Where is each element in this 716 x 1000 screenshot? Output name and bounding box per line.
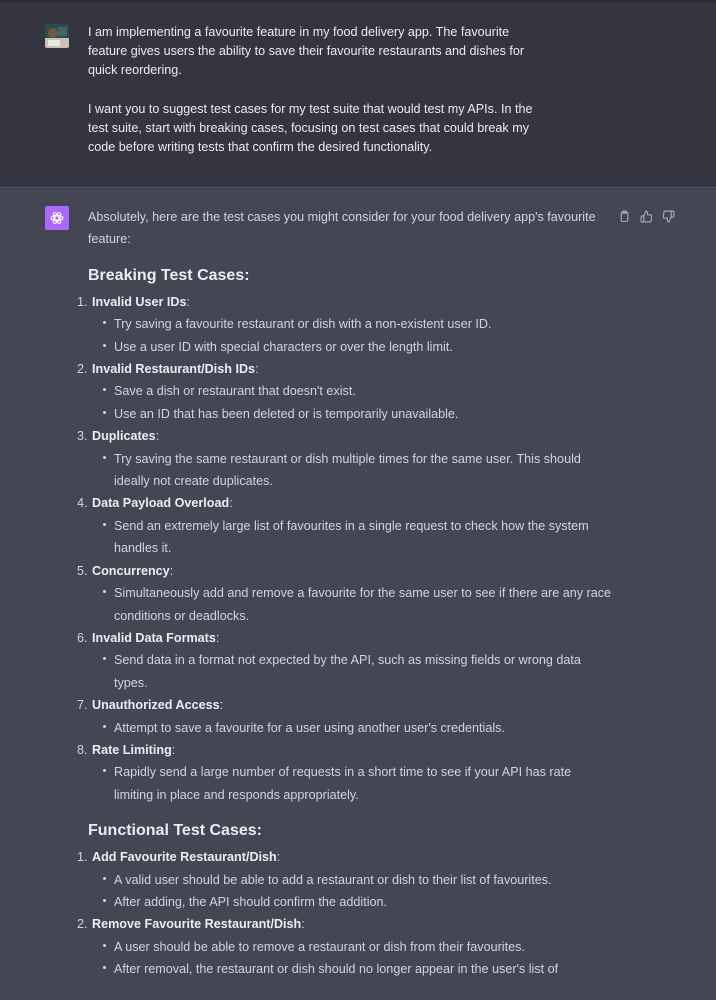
- list-number: 8.: [77, 742, 88, 757]
- case-title: Duplicates: [92, 429, 156, 444]
- list-item: 6. Invalid Data Formats: Send data in a format not expected by the API, such as missing fields or wrong data types.: [88, 627, 613, 694]
- assistant-message-content: [77, 206, 613, 981]
- case-title: Unauthorized Access: [92, 698, 220, 713]
- list-item: 8. Rate Limiting: Rapidly send a large number of requests in a short time to see if your API has rate limiting in place and responds appropriately.: [88, 739, 613, 806]
- list-item: 3. Duplicates: Try saving the same restaurant or dish multiple times for the same user. This should ideally not create duplicates.: [88, 425, 613, 492]
- case-title: Invalid Data Formats: [92, 630, 216, 645]
- bullet-item: Send data in a format not expected by the API, such as missing fields or wrong data types.: [114, 649, 613, 694]
- list-item: 1. Invalid User IDs: Try saving a favourite restaurant or dish with a non-existent user ID. Use a user ID with special characters or over the length limit.: [88, 291, 613, 358]
- case-title: Data Payload Overload: [92, 496, 230, 511]
- functional-test-cases-list: [77, 846, 613, 980]
- assistant-message: [0, 186, 716, 1000]
- copy-button[interactable]: [616, 208, 632, 224]
- bullet-item: Try saving a favourite restaurant or dish with a non-existent user ID.: [114, 313, 613, 335]
- list-item: 1. Add Favourite Restaurant/Dish: A valid user should be able to add a restaurant or dish to their list of favourites. After adding, the API should confirm the addition.: [88, 846, 613, 913]
- bullet-item: Use a user ID with special characters or over the length limit.: [114, 336, 613, 358]
- list-number: 6.: [77, 630, 88, 645]
- list-item: 7. Unauthorized Access: Attempt to save a favourite for a user using another user's credentials.: [88, 694, 613, 739]
- user-paragraph: I want you to suggest test cases for my test suite that would test my APIs. In the test suite, start with breaking cases, focusing on test cases that could break my code before writing tests that confirm the desired functionality.: [88, 101, 533, 155]
- list-number: 2.: [77, 362, 88, 377]
- openai-logo-icon: [49, 210, 65, 226]
- bullet-item: A user should be able to remove a restaurant or dish from their favourites.: [114, 936, 613, 958]
- bullet-item: Save a dish or restaurant that doesn't exist.: [114, 380, 613, 402]
- bullet-item: Use an ID that has been deleted or is temporarily unavailable.: [114, 403, 613, 425]
- case-title: Add Favourite Restaurant/Dish: [92, 850, 277, 865]
- thumbs-up-icon: [640, 210, 653, 223]
- bullet-item: After removal, the restaurant or dish should no longer appear in the user's list of: [114, 958, 613, 980]
- case-title: Invalid User IDs: [92, 294, 187, 309]
- user-message: [0, 0, 716, 186]
- list-number: 7.: [77, 698, 88, 713]
- section-heading-breaking: Breaking Test Cases:: [88, 266, 250, 284]
- case-title: Rate Limiting: [92, 742, 172, 757]
- bullet-item: After adding, the API should confirm the addition.: [114, 891, 613, 913]
- list-item: 2. Invalid Restaurant/Dish IDs: Save a dish or restaurant that doesn't exist. Use an ID that has been deleted or is temporarily unavailable.: [88, 358, 613, 425]
- bullet-item: A valid user should be able to add a restaurant or dish to their list of favourites.: [114, 869, 613, 891]
- assistant-avatar: [45, 206, 69, 230]
- list-number: 4.: [77, 496, 88, 511]
- breaking-test-cases-list: [77, 291, 613, 806]
- bullet-item: Simultaneously add and remove a favourite for the same user to see if there are any race conditions or deadlocks.: [114, 582, 613, 627]
- case-title: Remove Favourite Restaurant/Dish: [92, 917, 302, 932]
- list-number: 1.: [77, 294, 88, 309]
- message-actions: [616, 208, 676, 224]
- bullet-item: Try saving the same restaurant or dish multiple times for the same user. This should ideally not create duplicates.: [114, 448, 613, 493]
- bullet-item: Rapidly send a large number of requests in a short time to see if your API has rate limiting in place and responds appropriately.: [114, 761, 613, 806]
- section-heading-functional: Functional Test Cases:: [88, 822, 262, 840]
- list-number: 5.: [77, 563, 88, 578]
- thumbs-down-button[interactable]: [660, 208, 676, 224]
- list-item: 4. Data Payload Overload: Send an extremely large list of favourites in a single request to check how the system handles it.: [88, 492, 613, 559]
- case-title: Invalid Restaurant/Dish IDs: [92, 362, 256, 377]
- list-item: 5. Concurrency: Simultaneously add and remove a favourite for the same user to see if there are any race conditions or deadlocks.: [88, 560, 613, 627]
- clipboard-icon: [618, 210, 631, 223]
- thumbs-down-icon: [662, 210, 675, 223]
- user-paragraph: I am implementing a favourite feature in my food delivery app. The favourite feature gives users the ability to save their favourite restaurants and dishes for quick reordering.: [88, 25, 525, 78]
- list-number: 3.: [77, 429, 88, 444]
- user-avatar: [45, 24, 69, 48]
- list-item: 2. Remove Favourite Restaurant/Dish: A user should be able to remove a restaurant or dish from their favourites. After removal, the restaurant or dish should no longer appear in the user's list of: [88, 913, 613, 980]
- list-number: 2.: [77, 917, 88, 932]
- case-title: Concurrency: [92, 563, 170, 578]
- bullet-item: Attempt to save a favourite for a user using another user's credentials.: [114, 717, 613, 739]
- thumbs-up-button[interactable]: [638, 208, 654, 224]
- user-message-text: [88, 23, 548, 157]
- list-number: 1.: [77, 850, 88, 865]
- bullet-item: Send an extremely large list of favourites in a single request to check how the system handles it.: [114, 515, 613, 560]
- intro-text: Absolutely, here are the test cases you might consider for your food delivery app's favourite feature:: [88, 210, 596, 247]
